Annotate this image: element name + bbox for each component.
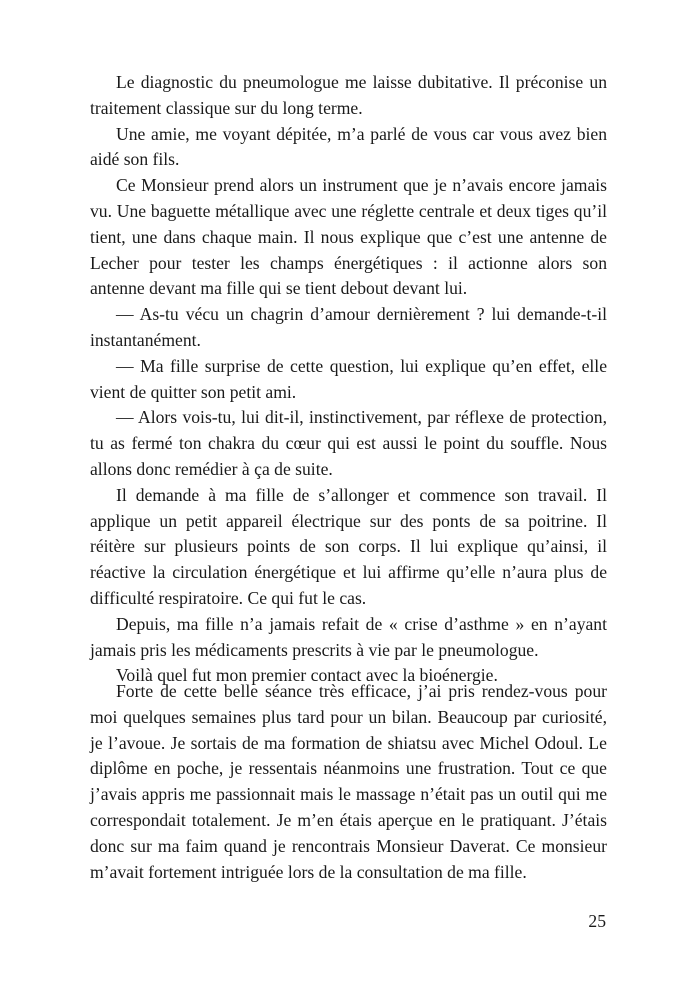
paragraph: Une amie, me voyant dépitée, m’a parlé de vous car vous avez bien aidé son fils. — [90, 123, 607, 170]
dialogue-paragraph: — Alors vois-tu, lui dit-il, instinctivement, par réflexe de protection, tu as fermé ton chakra du cœur qui est aussi le point du souffle. Nous allons donc remédier à ça de suite. — [90, 407, 607, 479]
paragraph: Le diagnostic du pneumologue me laisse dubitative. Il préconise un traitement classique sur du long terme. — [90, 72, 607, 118]
dialogue-paragraph: — Ma fille surprise de cette question, lui explique qu’en effet, elle vient de quitter son petit ami. — [90, 355, 607, 402]
dialogue-paragraph: — As-tu vécu un chagrin d’amour dernièrement ? lui demande-t-il instantanément. — [90, 304, 607, 350]
text-section-2 — [90, 679, 607, 885]
paragraph: Il demande à ma fille de s’allonger et commence son travail. Il applique un petit appareil électrique sur des ponts de sa poitrine. Il réitère sur plusieurs points de son corps. Il lui explique qu’ainsi, il réactive la circulation énergétique et lui affirme qu’elle n’aura plus de difficulté respiratoire. Ce qui fut le cas. — [90, 484, 607, 608]
paragraph: Forte de cette belle séance très efficace, j’ai pris rendez-vous pour moi quelques semaines plus tard pour un bilan. Beaucoup par curiosité, je l’avoue. Je sortais de ma formation de shiatsu avec Michel Odoul. Le diplôme en poche, je ressentais néanmoins une frustration. Tout ce que j’avais appris me passionnait mais le massage n’était pas un outil qui me correspondait totalement. Je m’en étais aperçue en le pratiquant. J’étais donc sur ma faim quand je rencontrais Monsieur Daverat. Ce monsieur m’avait fortement intriguée lors de la consultation de ma fille. — [90, 681, 607, 882]
page-number: 25 — [588, 911, 606, 931]
paragraph: Voilà quel fut mon premier contact avec la bioénergie. — [116, 665, 498, 686]
text-section-1 — [90, 70, 607, 689]
paragraph: Depuis, ma fille n’a jamais refait de « crise d’asthme » en n’ayant jamais pris les médicaments prescrits à vie par le pneumologue. — [90, 613, 607, 660]
paragraph: Ce Monsieur prend alors un instrument que je n’avais encore jamais vu. Une baguette métallique avec une réglette centrale et deux tiges qu’il tient, une dans chaque main. Il nous explique que c’est une antenne de Lecher pour tester les champs énergétiques : il actionne alors son antenne devant ma fille qui se tient debout devant lui. — [90, 175, 607, 299]
